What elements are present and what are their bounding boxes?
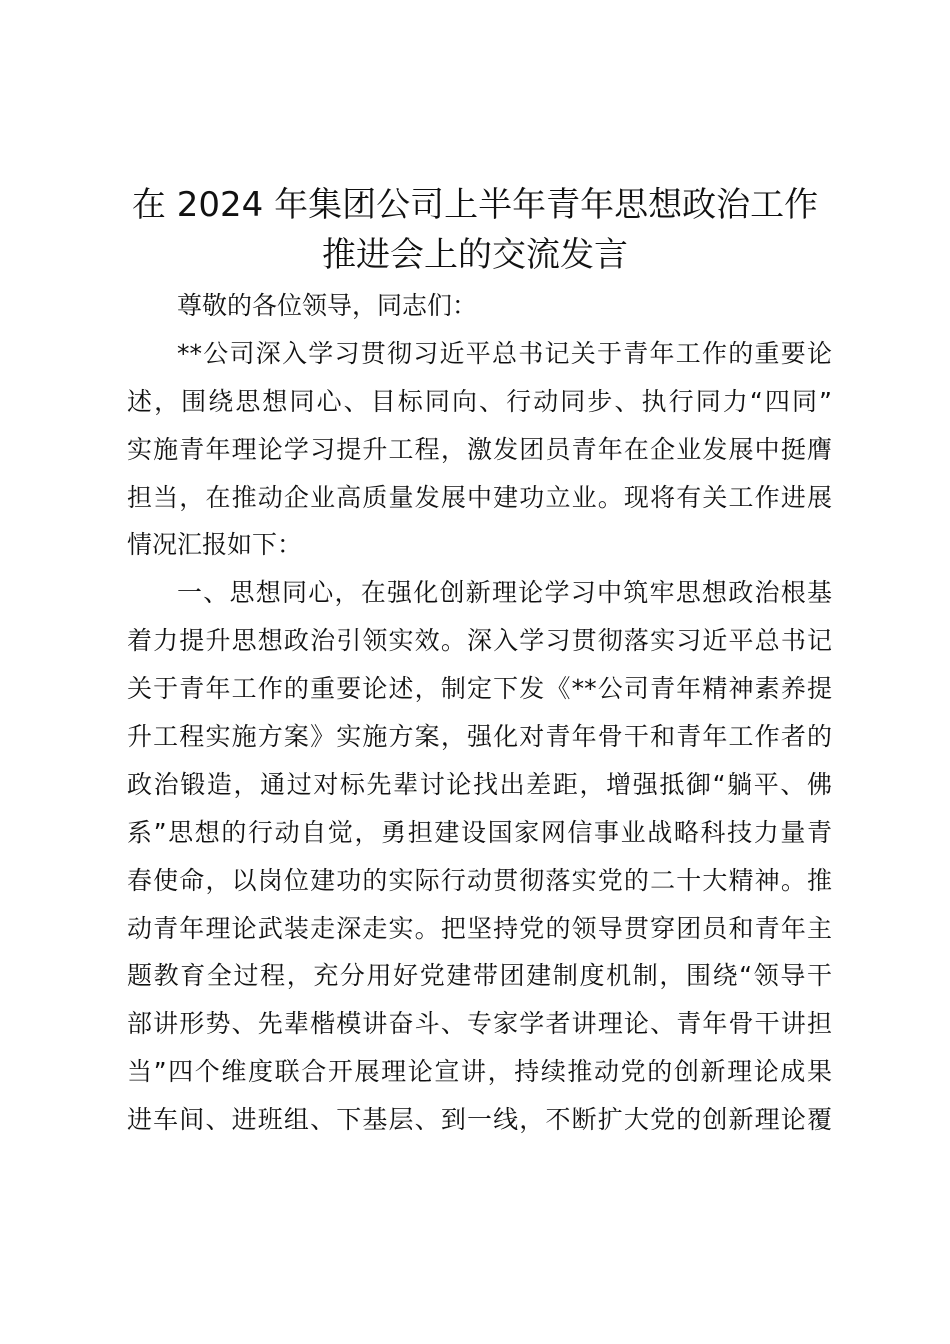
title-line-2: 推进会上的交流发言	[322, 235, 628, 275]
title-line-1: 在 2024 年集团公司上半年青年思想政治工作	[131, 185, 819, 225]
body-text-line: 当”四个维度联合开展理论宣讲，持续推动党的创新理论成果	[127, 1057, 832, 1087]
body-text-line: 升工程实施方案》实施方案，强化对青年骨干和青年工作者的	[127, 722, 832, 752]
body-text-line: 述，围绕思想同心、目标同向、行动同步、执行同力“四同”	[127, 386, 832, 416]
body-text-line: 着力提升思想政治引领实效。深入学习贯彻落实习近平总书记	[127, 626, 832, 656]
document-body	[127, 282, 832, 1144]
body-text-line: **公司深入学习贯彻习近平总书记关于青年工作的重要论	[177, 338, 832, 368]
body-text-line: 实施青年理论学习提升工程，激发团员青年在企业发展中挺膺	[127, 434, 832, 464]
body-text-line: 尊敬的各位领导，同志们：	[177, 291, 478, 320]
document-title	[100, 180, 850, 280]
body-text-line: 春使命，以岗位建功的实际行动贯彻落实党的二十大精神。推	[127, 865, 832, 895]
body-text-line: 关于青年工作的重要论述，制定下发《**公司青年精神素养提	[127, 674, 832, 704]
body-text-line: 情况汇报如下：	[127, 530, 303, 560]
body-text-line: 进车间、进班组、下基层、到一线，不断扩大党的创新理论覆	[127, 1105, 832, 1135]
body-text-line: 一、思想同心，在强化创新理论学习中筑牢思想政治根基	[177, 578, 832, 608]
body-text-line: 动青年理论武装走深走实。把坚持党的领导贯穿团员和青年主	[127, 913, 832, 943]
body-text-line: 部讲形势、先辈楷模讲奋斗、专家学者讲理论、青年骨干讲担	[127, 1009, 832, 1039]
body-text-line: 政治锻造，通过对标先辈讨论找出差距，增强抵御“躺平、佛	[127, 769, 832, 799]
body-text-line: 题教育全过程，充分用好党建带团建制度机制，围绕“领导干	[127, 961, 832, 991]
body-text-line: 担当，在推动企业高质量发展中建功立业。现将有关工作进展	[127, 482, 832, 512]
body-text-line: 系”思想的行动自觉，勇担建设国家网信事业战略科技力量青	[127, 817, 832, 847]
